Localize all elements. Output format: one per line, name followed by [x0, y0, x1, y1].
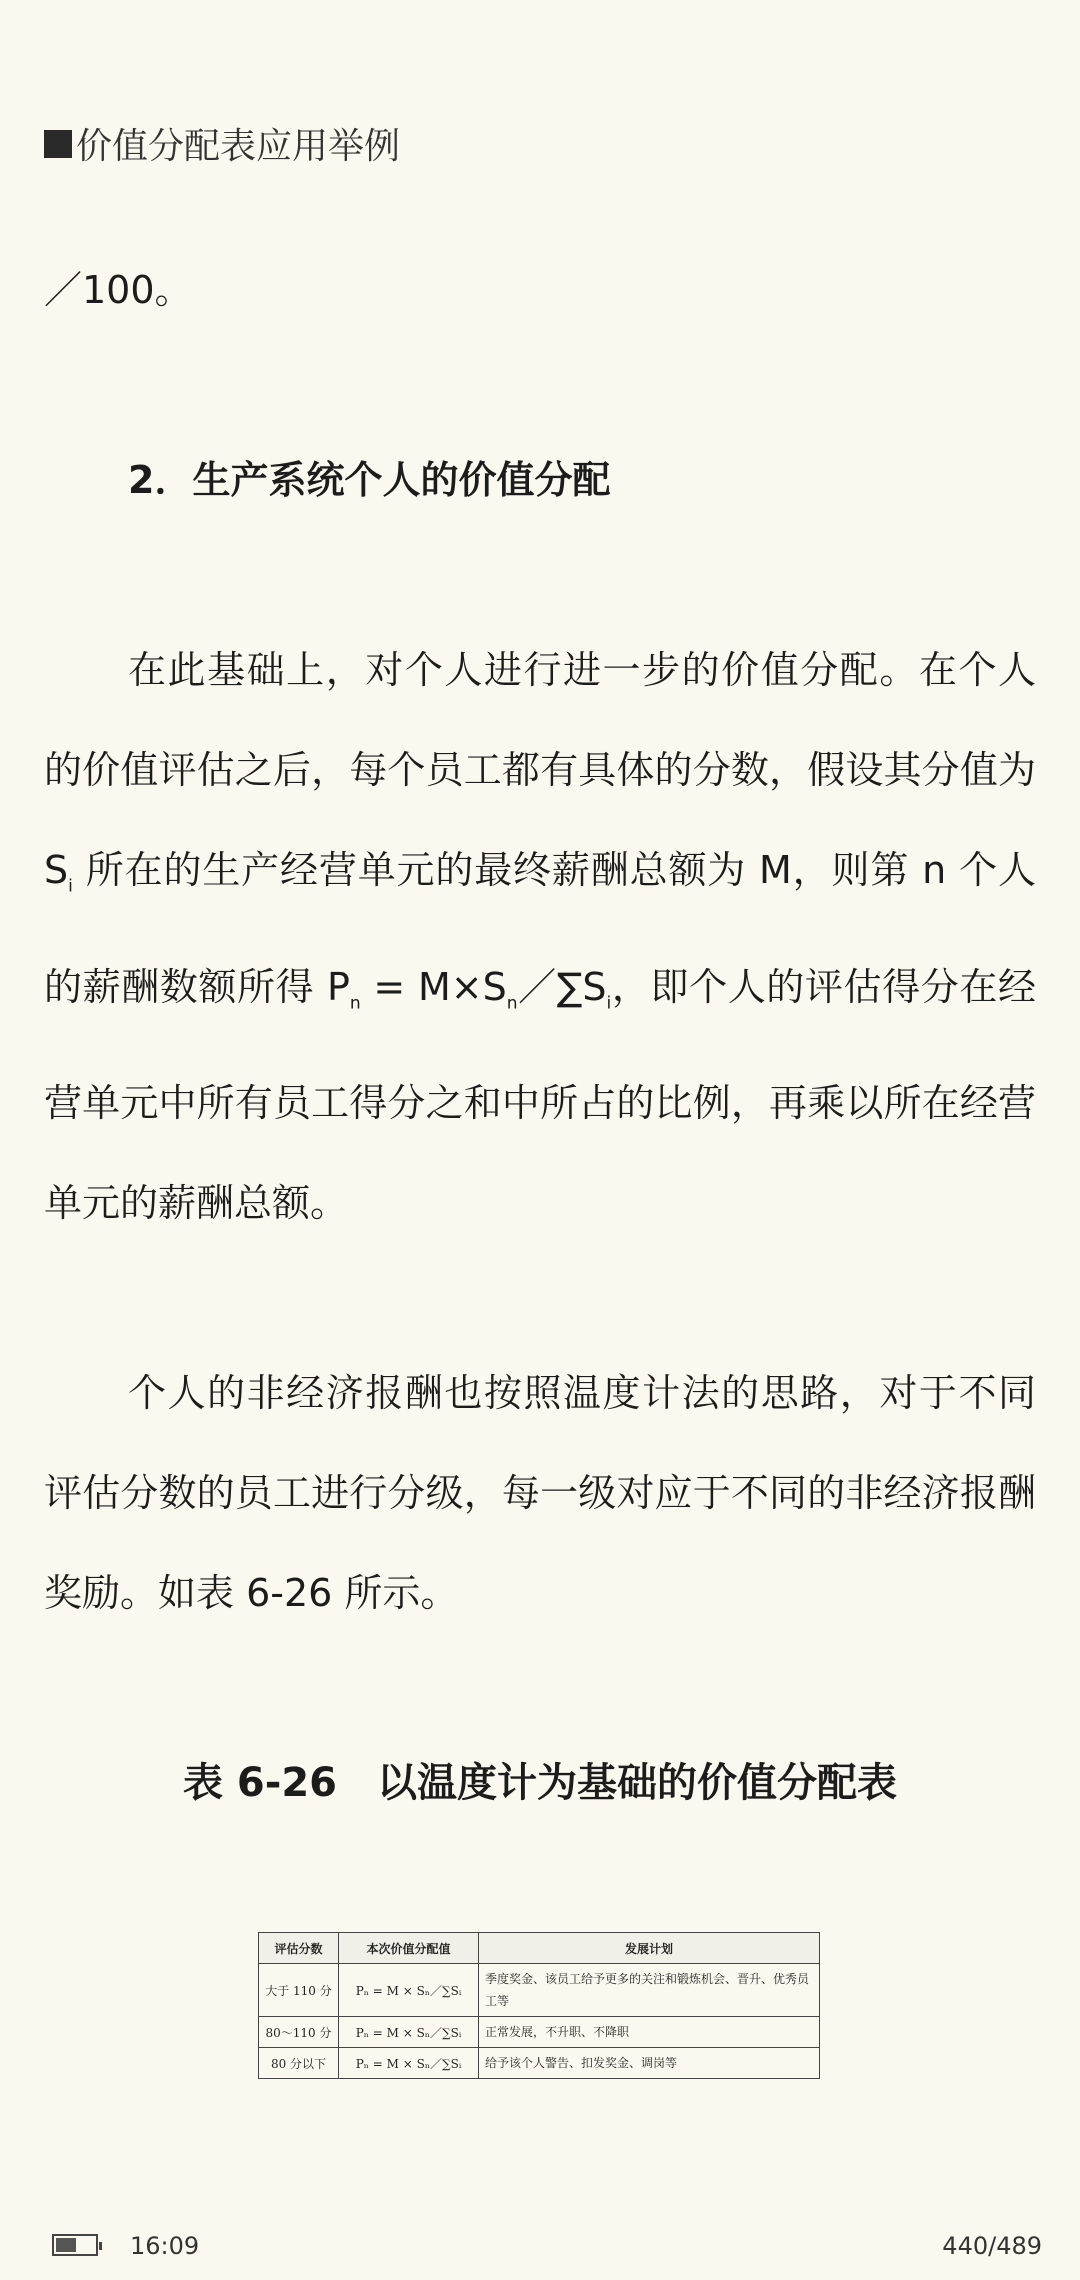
battery-icon — [52, 2234, 98, 2256]
table-row — [259, 1964, 820, 2017]
square-bullet-icon — [44, 130, 72, 158]
plan-cell: 给予该个人警告、扣发奖金、调岗等 — [479, 2048, 820, 2079]
formula-cell: Pₙ = M × Sₙ／∑Sᵢ — [339, 1964, 479, 2017]
plan-cell: 季度奖金、该员工给予更多的关注和锻炼机会、晋升、优秀员工等 — [479, 1964, 820, 2017]
plan-cell: 正常发展，不升职、不降职 — [479, 2017, 820, 2048]
chapter-title: 价值分配表应用举例 — [76, 126, 401, 167]
score-cell: 80～110 分 — [259, 2017, 339, 2048]
section-heading: 2．生产系统个人的价值分配 — [128, 458, 611, 502]
paragraph-1: 在此基础上，对个人进行进一步的价值分配。在个人的价值评估之后，每个员工都有具体的分数，假设其分值为 $S_i$ 所在的生产经营单元的最终薪酬总额为 M，则第 n 个人的薪酬数额所得 $P_n$ = $M\times S_n/\sum S_i$，即个人的评估得分在经营单元中所有员工得分之和中所占的比例，再乘以所在经营单元的薪酬总额。 — [44, 648, 1036, 1226]
formula-cell: Pₙ = M × Sₙ／∑Sᵢ — [339, 2017, 479, 2048]
table-header-cell: 评估分数 — [259, 1933, 339, 1964]
table-header-cell: 本次价值分配值 — [339, 1933, 479, 1964]
table-caption: 表 6-26 以温度计为基础的价值分配表 — [182, 1760, 898, 1807]
paragraph-2: 个人的非经济报酬也按照温度计法的思路，对于不同评估分数的员工进行分级，每一级对应于不同的非经济报酬奖励。如表 6-26 所示。 — [44, 1371, 1036, 1616]
formula-cell: Pₙ = M × Sₙ／∑Sᵢ — [339, 2048, 479, 2079]
chapter-header — [44, 118, 400, 169]
table-row — [259, 2048, 820, 2079]
value-distribution-table — [258, 1932, 820, 2079]
page-content — [44, 240, 1036, 1833]
score-cell: 80 分以下 — [259, 2048, 339, 2079]
page-counter: 440/489 — [942, 2232, 1042, 2260]
table-header-cell: 发展计划 — [479, 1933, 820, 1964]
value-distribution-table-figure — [258, 1932, 820, 2079]
score-cell: 大于 110 分 — [259, 1964, 339, 2017]
clock-time: 16:09 — [130, 2232, 200, 2260]
table-row — [259, 2017, 820, 2048]
table-header-row — [259, 1933, 820, 1964]
reader-status-bar — [0, 2228, 1080, 2268]
continued-line: ／100。 — [44, 268, 193, 312]
